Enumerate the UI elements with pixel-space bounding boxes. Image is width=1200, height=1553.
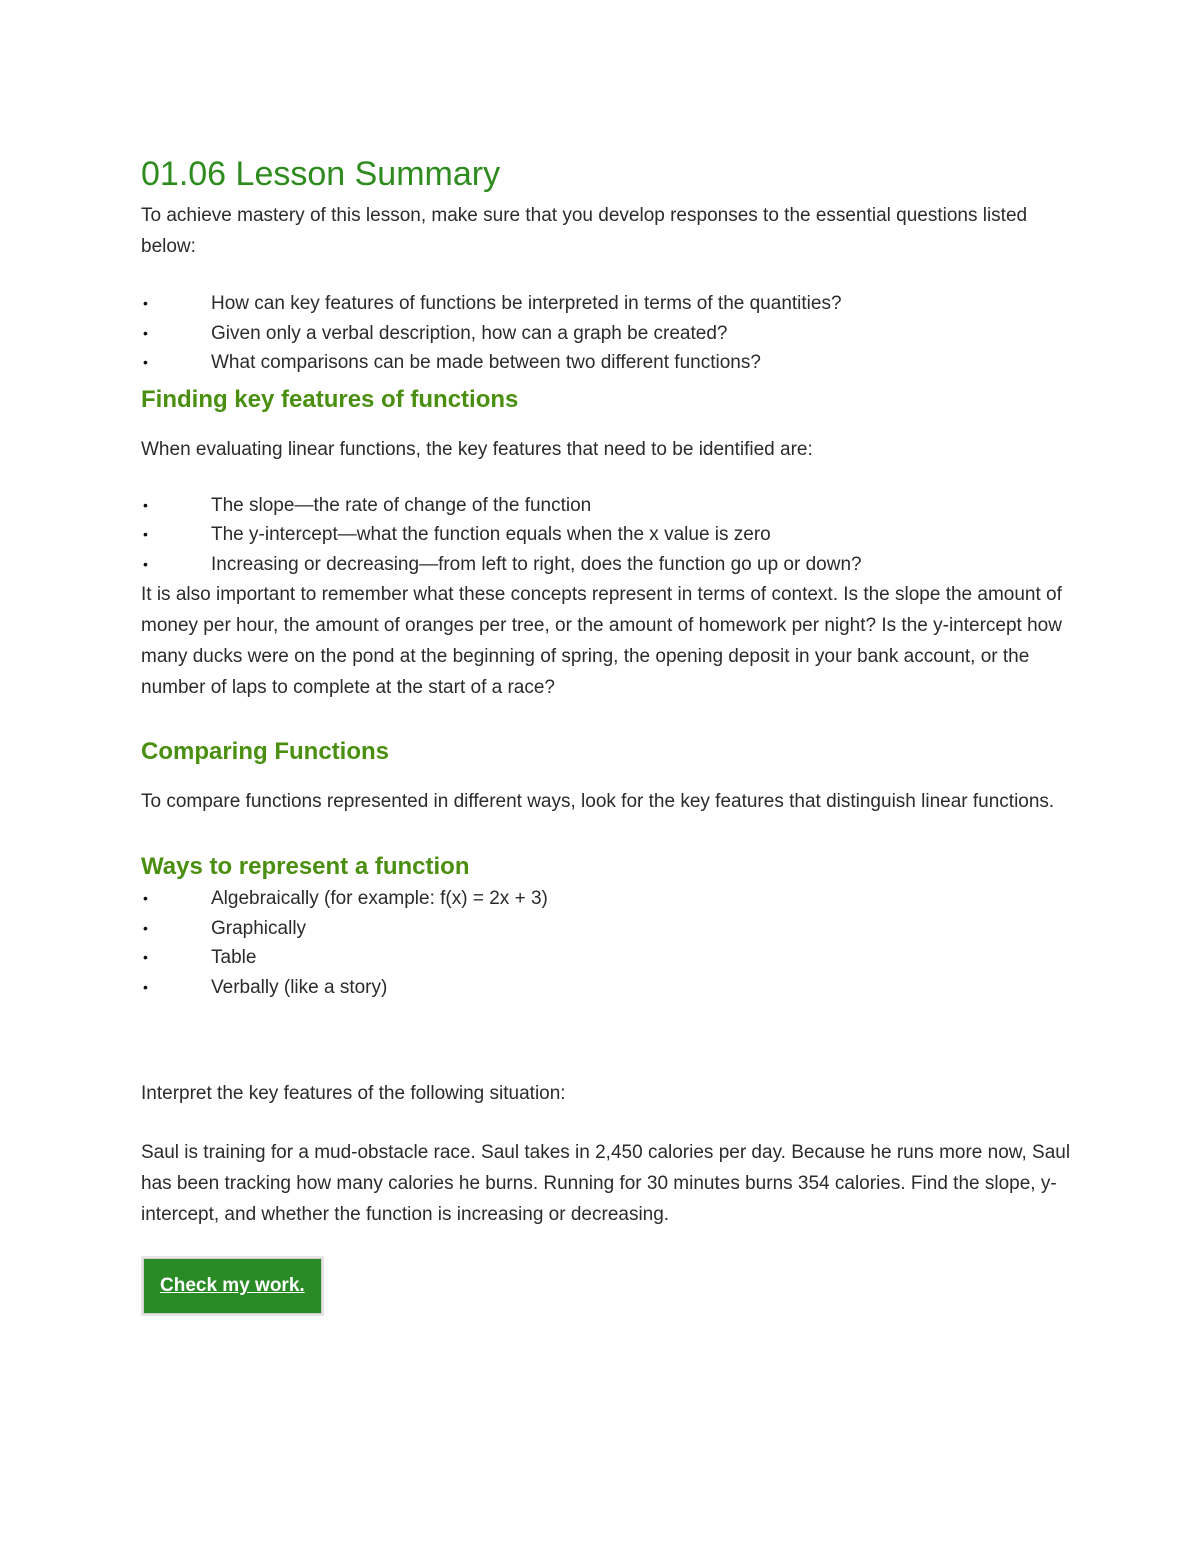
button-container — [141, 1258, 1071, 1314]
list-item: • Given only a verbal description, how can a graph be created? — [141, 319, 1071, 349]
check-my-work-button[interactable]: Check my work. — [143, 1258, 322, 1314]
prompt-text: Interpret the key features of the following situation: — [141, 1083, 566, 1104]
representations-list — [141, 884, 1071, 1002]
bullet-icon: • — [143, 295, 148, 311]
bullet-icon: • — [143, 919, 148, 936]
lesson-summary-page — [141, 150, 1071, 1314]
section-heading-ways: Ways to represent a function — [141, 853, 470, 880]
list-item: • Graphically — [141, 914, 1071, 944]
bullet-icon: • — [143, 978, 148, 995]
problem-text: Saul is training for a mud-obstacle race. Saul takes in 2,450 calories per day. Because he runs more now, Saul has been tracking how many calories he burns. Running for 30 minutes burns 354 calories. Find the slope, y-intercept, and whether the function is increasing or decreasing. — [141, 1142, 1071, 1225]
list-item: • Increasing or decreasing—from left to right, does the function go up or down? — [141, 550, 1071, 580]
essential-questions-list — [141, 289, 1071, 378]
bullet-icon: • — [143, 496, 148, 513]
intro-text: To achieve mastery of this lesson, make sure that you develop responses to the essential questions listed below: — [141, 205, 1028, 257]
list-item: • The y-intercept—what the function equals when the x value is zero — [141, 520, 1071, 550]
list-item: • Algebraically (for example: f(x) = 2x + 3) — [141, 884, 1071, 914]
bullet-icon: • — [143, 354, 148, 370]
page-title: 01.06 Lesson Summary — [141, 155, 501, 193]
section-heading-comparing: Comparing Functions — [141, 738, 389, 765]
section-heading-key-features: Finding key features of functions — [141, 385, 519, 413]
key-features-list — [141, 491, 1071, 580]
list-item: • Table — [141, 943, 1071, 973]
context-paragraph: It is also important to remember what these concepts represent in terms of context. Is the slope the amount of money per hour, the amount of oranges per tree, or the amount of homework per night? Is the y-intercept how many ducks were on the pond at the beginning of spring, the opening deposit in your bank account, or the number of laps to complete at the start of a race? — [141, 584, 1062, 698]
bullet-icon: • — [143, 890, 148, 906]
bullet-icon: • — [143, 324, 148, 341]
bullet-icon: • — [143, 555, 148, 572]
list-item: • How can key features of functions be interpreted in terms of the quantities? — [141, 289, 1071, 319]
bullet-icon: • — [143, 526, 148, 542]
bullet-icon: • — [143, 949, 148, 965]
comparing-paragraph: To compare functions represented in different ways, look for the key features that distinguish linear functions. — [141, 791, 1055, 812]
list-item: • Verbally (like a story) — [141, 973, 1071, 1003]
list-item: • The slope—the rate of change of the function — [141, 491, 1071, 521]
list-item: • What comparisons can be made between two different functions? — [141, 348, 1071, 378]
key-features-intro: When evaluating linear functions, the key features that need to be identified are: — [141, 438, 813, 460]
